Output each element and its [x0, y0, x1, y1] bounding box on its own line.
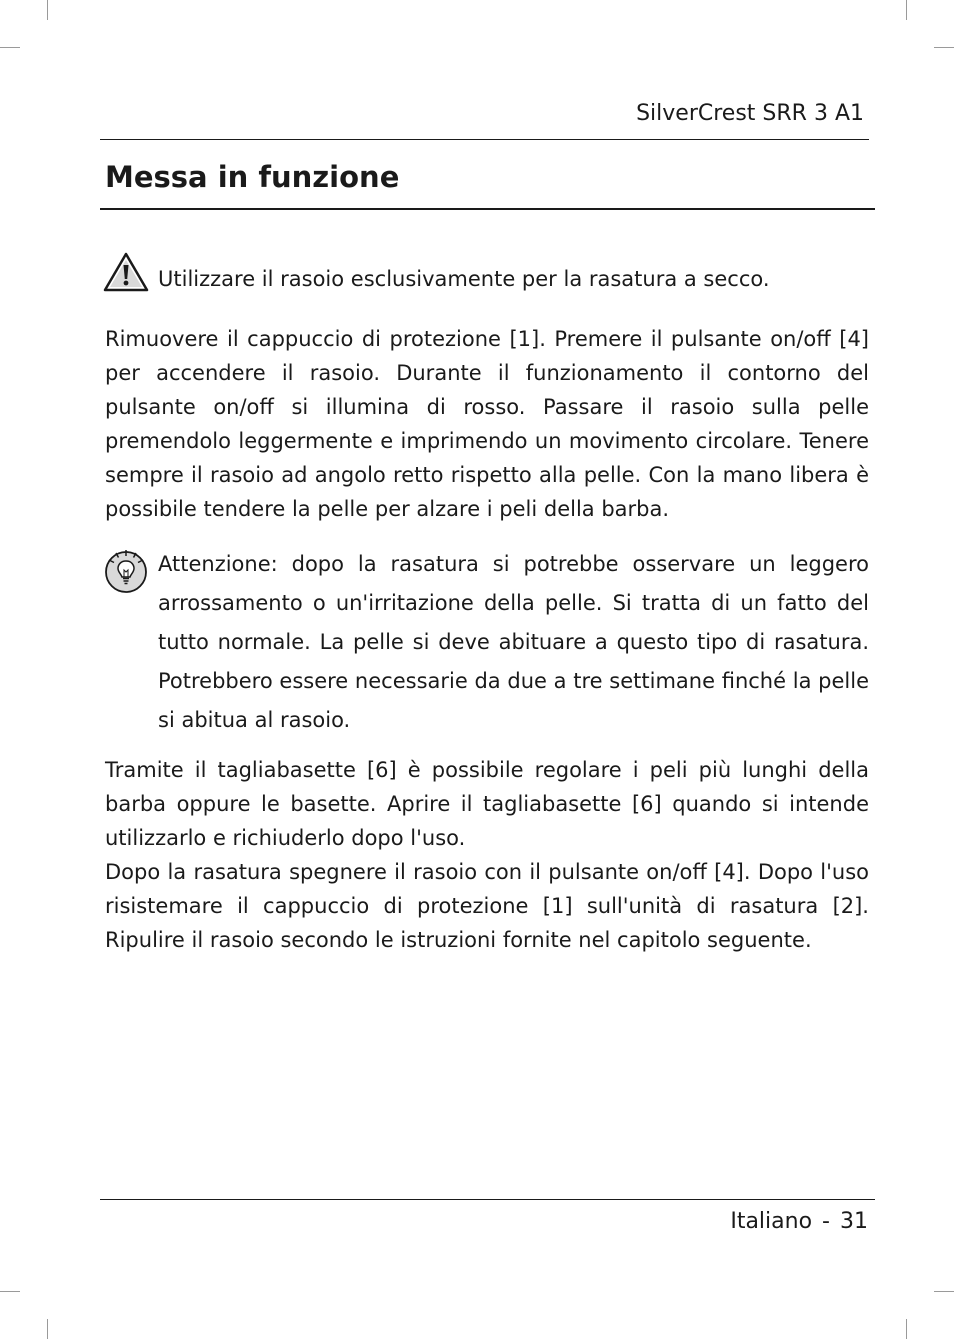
footer-separator: - — [822, 1209, 830, 1234]
tip-text: Attenzione: dopo la rasatura si potrebbe osservare un leggero arrossamento o un'irritazione della pelle. Si tratta di un fatto del tutto normale. La pelle si deve abituare a questo tipo di rasatura. Potrebbero essere necessarie da due a tre settimane finché la pelle si abitua al rasoio. — [158, 552, 869, 732]
crop-mark-top-left-h — [0, 47, 20, 48]
body-paragraph-2: Tramite il tagliabasette [6] è possibile regolare i peli più lunghi della barba oppure le basette. Aprire il tagliabasette [6] quando si intende utilizzarlo e richiuderlo dopo l'uso. — [105, 758, 869, 850]
crop-mark-top-left — [47, 0, 48, 20]
crop-mark-bottom-right — [906, 1319, 907, 1339]
footer — [730, 1208, 868, 1236]
crop-mark-top-right — [906, 0, 907, 20]
crop-mark-top-right-h — [934, 47, 954, 48]
header-product-name: SilverCrest SRR 3 A1 — [636, 101, 864, 126]
body-paragraph-3: Dopo la rasatura spegnere il rasoio con il pulsante on/off [4]. Dopo l'uso risistemare il cappuccio di protezione [1] sull'unità di rasatura [2]. Ripulire il rasoio secondo le istruzioni fornite nel capitolo seguente. — [105, 860, 869, 952]
page-title: Messa in funzione — [105, 160, 400, 194]
body-paragraph-1: Rimuovere il cappuccio di protezione [1]. Premere il pulsante on/off [4] per accendere il rasoio. Durante il funzionamento il contorno del pulsante on/off si illumina di rosso. Passare il rasoio sulla pelle premendolo leggermente e imprimendo un movimento circolare. Tenere sempre il rasoio ad angolo retto rispetto alla pelle. Con la mano libera è possibile tendere la pelle per alzare i peli della barba. — [105, 327, 869, 521]
crop-mark-bottom-left-h — [0, 1291, 20, 1292]
warning-triangle-icon — [103, 252, 149, 292]
footer-language: Italiano — [730, 1209, 813, 1234]
footer-rule — [100, 1199, 875, 1200]
warning-text: Utilizzare il rasoio esclusivamente per la rasatura a secco. — [158, 267, 770, 291]
header-rule — [100, 139, 869, 140]
title-rule — [100, 208, 875, 210]
crop-mark-bottom-left — [47, 1319, 48, 1339]
crop-mark-bottom-right-h — [934, 1291, 954, 1292]
page-number: 31 — [840, 1209, 868, 1234]
lightbulb-tip-icon — [103, 547, 149, 593]
